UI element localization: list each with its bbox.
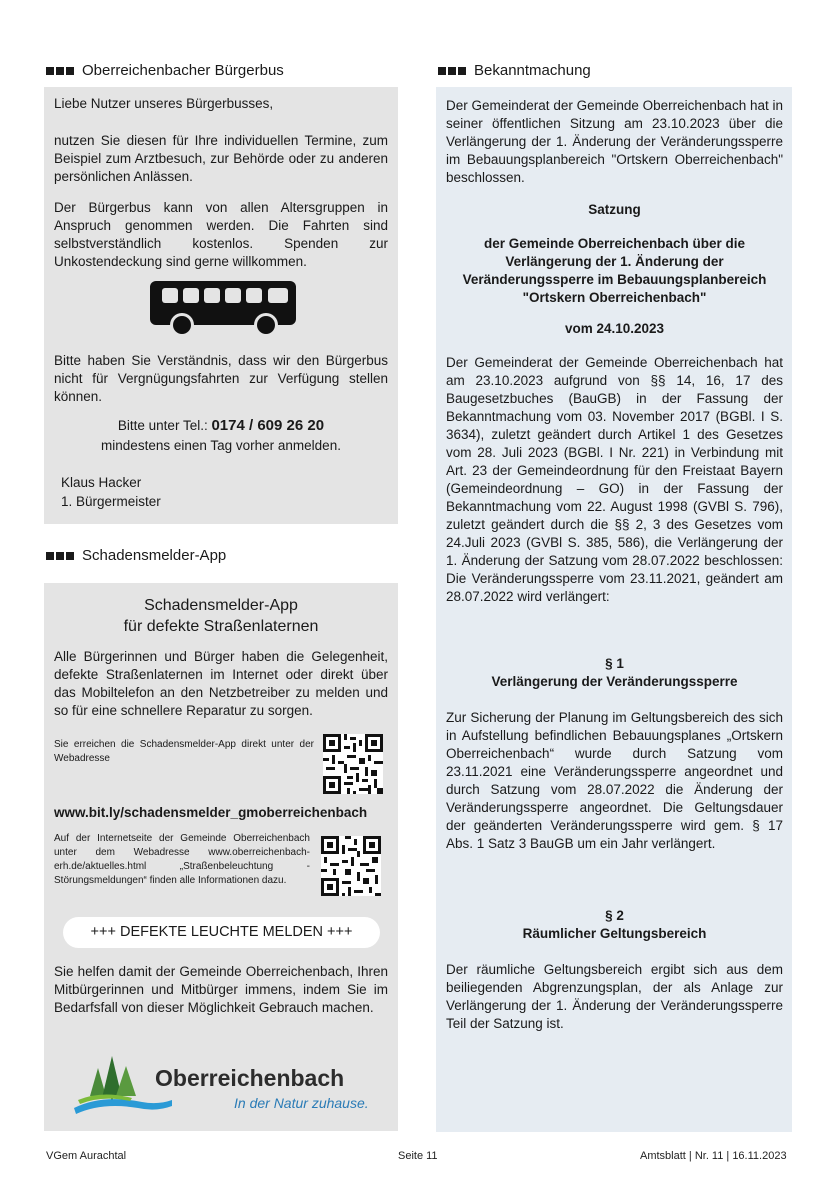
section-1-text: Zur Sicherung der Planung im Geltungsbereich des sich in Aufstellung befindlichen Bebauungsplanes „Ortskern Oberreichenbach“ wurde durch Satzung vom 23.11.2021 eine Veränderungssperre angeordnet und durch Satzung vom 28.07.2022 die Änderung der Veränderungssperre angeordnet. Die Geltungsdauer der geänderten Veränderungssperre wird gem. § 17 Abs. 1 Satz 3 BauGB um ein Jahr verlängert. (446, 710, 783, 851)
heading-text: Schadensmelder-App (82, 547, 227, 564)
schadensmelder-p1: Alle Bürgerinnen und Bürger haben die Gelegenheit, defekte Straßenlaternen im Internet oder direkt über das Mobiltelefon an den Netzbetreiber zu melden und so für eine schnellere Reparatur zu sorgen. (54, 649, 388, 718)
section-2-title: Räumlicher Geltungsbereich (522, 926, 707, 941)
section-2-number: § 2 (605, 908, 624, 923)
footer-left: VGem Aurachtal (46, 1150, 127, 1162)
satzung-title: Satzung (588, 202, 641, 217)
section-1-number: § 1 (605, 656, 624, 671)
tel-prefix: Bitte unter Tel.: (117, 418, 212, 433)
qr-code-icon[interactable] (323, 734, 383, 794)
section-1-heading (446, 655, 783, 691)
title-line1: Schadensmelder-App (144, 597, 298, 614)
footer-right: Amtsblatt | Nr. 11 | 16.11.2023 (640, 1150, 787, 1162)
small-text-2: Auf der Internetseite der Gemeinde Oberreichenbach unter dem Webadresse www.oberreichenbach-erh.de/aktuelles.html „Straßenbeleuchtung - Störungsmeldungen“ finden alle Informationen dazu. (54, 833, 310, 886)
satzung-subtitle: der Gemeinde Oberreichenbach über die Verlängerung der 1. Änderung der Veränderungssperre im Bebauungsplanbereich "Ortskern Oberreichenbach" (462, 236, 767, 305)
greeting: Liebe Nutzer unseres Bürgerbusses, (54, 96, 274, 111)
bus-icon (148, 279, 298, 337)
footer-page: Seite 11 (398, 1150, 438, 1162)
tel-number: 0174 / 609 26 20 (211, 417, 325, 434)
heading-text: Bekanntmachung (474, 62, 591, 79)
buergerbus-box (44, 87, 398, 524)
heading-text: Oberreichenbacher Bürgerbus (82, 62, 284, 79)
bekanntmachung-box (436, 87, 792, 1132)
signer-name: Klaus Hacker (61, 475, 142, 490)
buergerbus-p3: Bitte haben Sie Verständnis, dass wir den Bürgerbus nicht für Vergnügungsfahrten zur Verfügung stellen können. (54, 353, 388, 404)
report-banner[interactable]: +++ DEFEKTE LEUCHTE MELDEN +++ (63, 917, 380, 948)
satzung-date: vom 24.10.2023 (564, 321, 665, 336)
schadensmelder-box (44, 583, 398, 1131)
schadensmelder-title (44, 595, 398, 637)
logo-tagline: In der Natur zuhause. (234, 1095, 369, 1111)
buergerbus-p1: nutzen Sie diesen für Ihre individuellen Termine, zum Beispiel zum Arztbesuch, zur Behörde oder zu anderen persönlichen Anlässen. (54, 133, 388, 184)
signer-title: 1. Bürgermeister (61, 494, 161, 509)
section-heading-bekanntmachung (438, 62, 591, 79)
heading-squares-icon (46, 552, 74, 560)
section-2-text: Der räumliche Geltungsbereich ergibt sich aus dem beiliegenden Abgrenzungsplan, der als Anlage zur Verlängerung der 1. Änderung der Veränderungssperre Teil der Satzung ist. (446, 962, 783, 1031)
small-text-1: Sie erreichen die Schadensmelder-App direkt unter der Webadresse (54, 739, 314, 764)
signature (61, 473, 161, 511)
heading-squares-icon (438, 67, 466, 75)
intro-text: Der Gemeinderat der Gemeinde Oberreichenbach hat in seiner öffentlichen Sitzung am 23.10.2023 über die Verlängerung der 1. Änderung der Veränderungssperre im Bebauungsplanbereich "Ortskern Oberreichenbach" beschlossen. (446, 98, 783, 185)
section-heading-schadensmelder (46, 547, 226, 564)
section-heading-buergerbus (46, 62, 284, 79)
section-2-heading (446, 907, 783, 943)
satzung-body: Der Gemeinderat der Gemeinde Oberreichenbach hat am 23.10.2023 aufgrund von §§ 14, 16, 17 des Baugesetzbuches (BauGB) in der Fassung der Bekanntmachung vom 03. November 2017 (BGBl. I S. 3634), zuletzt geändert durch Artikel 1 des Gesetzes vom 28. Juli 2023 (BGBl. I Nr. 221) in Verbindung mit Art. 23 der Gemeindeordnung für den Freistaat Bayern (Gemeindeordnung – GO) in der Fassung der Bekanntmachung vom 22. August 1998 (GVBl S. 796), zuletzt geändert durch die §§ 2, 3 des Gesetzes vom 24.Juli 2023 (GVBl S. 385, 586), die Verlängerung der 1. Änderung der Satzung vom 28.07.2022 beschlossen: Die Veränderungssperre vom 23.11.2021, geändert am 28.07.2022 wird verlängert: (446, 355, 783, 604)
logo-name: Oberreichenbach (155, 1065, 345, 1091)
tel-suffix: mindestens einen Tag vorher anmelden. (101, 438, 341, 453)
section-1-title: Verlängerung der Veränderungssperre (491, 674, 738, 689)
telephone-line (54, 416, 388, 456)
title-line2: für defekte Straßenlaternen (123, 618, 319, 635)
schadensmelder-p2: Sie helfen damit der Gemeinde Oberreichenbach, Ihren Mitbürgerinnen und Mitbürger immens, indem Sie im Bedarfsfall von dieser Möglichkeit Gebrauch machen. (54, 964, 388, 1015)
buergerbus-p2: Der Bürgerbus kann von allen Altersgruppen in Anspruch genommen werden. Die Fahrten sind selbstverständlich kostenlos. Spenden zur Unkostendeckung sind gerne willkommen. (54, 200, 388, 269)
heading-squares-icon (46, 67, 74, 75)
qr-code-icon[interactable] (321, 836, 381, 896)
schadensmelder-url[interactable]: www.bit.ly/schadensmelder_gmoberreichenbach (54, 805, 368, 820)
